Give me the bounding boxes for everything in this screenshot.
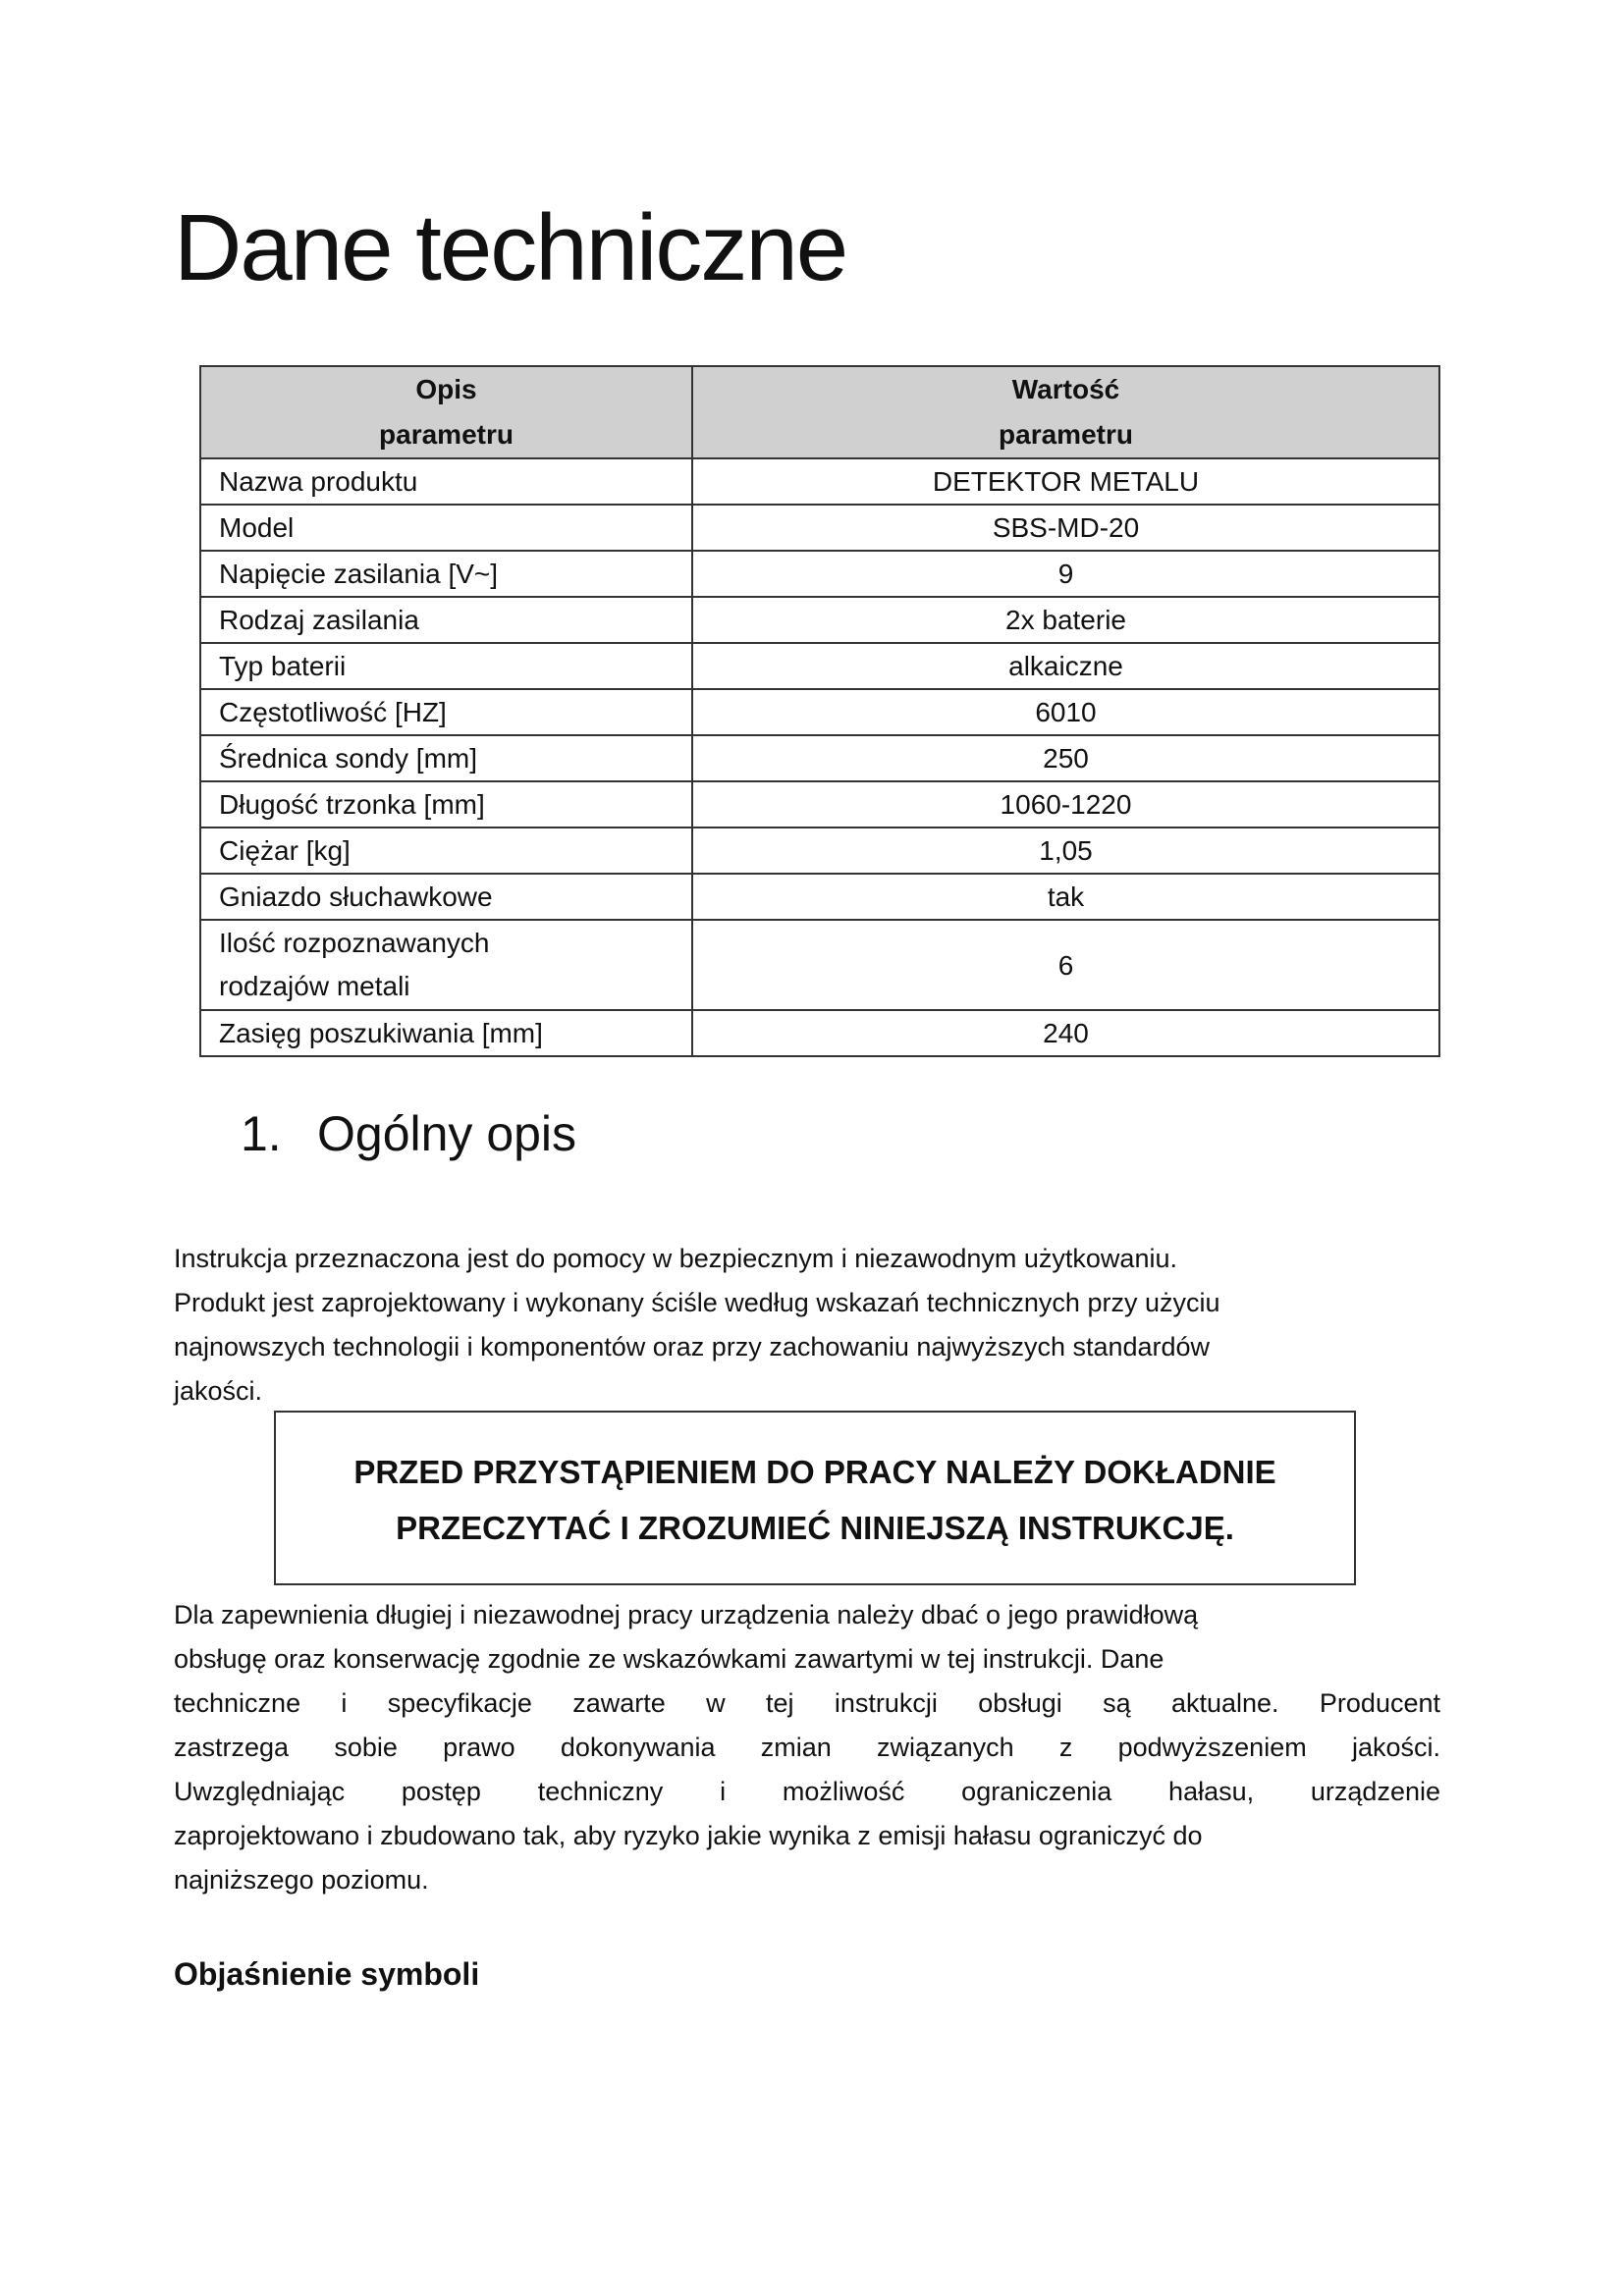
param-cell — [200, 920, 692, 1010]
text-line: techniczne i specyfikacje zawarte w tej instrukcji obsługi są aktualne. Producent — [174, 1688, 1440, 1718]
table-row — [200, 689, 1439, 735]
param-cell: Rodzaj zasilania — [200, 597, 692, 643]
value-cell: 9 — [692, 551, 1439, 597]
table-row — [200, 1010, 1439, 1056]
value-cell: 1,05 — [692, 828, 1439, 874]
table-row — [200, 551, 1439, 597]
value-cell: 1060-1220 — [692, 781, 1439, 828]
warning-box — [274, 1411, 1356, 1585]
header-text: parametru — [999, 419, 1133, 450]
param-cell: Napięcie zasilania [V~] — [200, 551, 692, 597]
param-line: rodzajów metali — [219, 971, 410, 1001]
text-line: Produkt jest zaprojektowany i wykonany ściśle według wskazań technicznych przy użyciu — [174, 1288, 1220, 1317]
page-title: Dane techniczne — [174, 195, 847, 300]
table-row — [200, 828, 1439, 874]
value-cell: 6 — [692, 920, 1439, 1010]
param-cell: Częstotliwość [HZ] — [200, 689, 692, 735]
param-cell: Model — [200, 505, 692, 551]
header-value — [692, 366, 1439, 458]
text-line: zastrzega sobie prawo dokonywania zmian związanych z podwyższeniem jakości. — [174, 1733, 1440, 1762]
text-line: Uwzględniając postęp techniczny i możliwość ograniczenia hałasu, urządzenie — [174, 1777, 1440, 1806]
symbols-heading: Objaśnienie symboli — [174, 1956, 480, 1992]
section-title: Ogólny opis — [317, 1106, 577, 1161]
value-cell: 6010 — [692, 689, 1439, 735]
param-cell: Ciężar [kg] — [200, 828, 692, 874]
warning-line: PRZED PRZYSTĄPIENIEM DO PRACY NALEŻY DOKŁADNIE — [353, 1454, 1276, 1490]
value-cell: 240 — [692, 1010, 1439, 1056]
table-row — [200, 643, 1439, 689]
value-cell: tak — [692, 874, 1439, 920]
warning-line: PRZECZYTAĆ I ZROZUMIEĆ NINIEJSZĄ INSTRUKCJĘ. — [396, 1510, 1234, 1546]
table-row — [200, 874, 1439, 920]
maintenance-paragraph — [174, 1593, 1440, 1902]
header-text: Wartość — [1011, 374, 1120, 404]
table-row — [200, 597, 1439, 643]
table-row — [200, 458, 1439, 505]
table-row — [200, 920, 1439, 1010]
param-cell: Typ baterii — [200, 643, 692, 689]
param-cell: Zasięg poszukiwania [mm] — [200, 1010, 692, 1056]
param-cell: Średnica sondy [mm] — [200, 735, 692, 781]
param-cell: Nazwa produktu — [200, 458, 692, 505]
param-cell: Gniazdo słuchawkowe — [200, 874, 692, 920]
header-text: parametru — [379, 419, 514, 450]
header-param — [200, 366, 692, 458]
header-text: Opis — [415, 374, 477, 404]
text-line: zaprojektowano i zbudowano tak, aby ryzyko jakie wynika z emisji hałasu ograniczyć do — [174, 1821, 1203, 1850]
text-line: Instrukcja przeznaczona jest do pomocy w bezpiecznym i niezawodnym użytkowaniu. — [174, 1244, 1177, 1273]
table-row — [200, 505, 1439, 551]
text-line: Dla zapewnienia długiej i niezawodnej pracy urządzenia należy dbać o jego prawidłową — [174, 1600, 1199, 1629]
value-cell: 2x baterie — [692, 597, 1439, 643]
table-row — [200, 781, 1439, 828]
param-cell: Długość trzonka [mm] — [200, 781, 692, 828]
value-cell: SBS-MD-20 — [692, 505, 1439, 551]
table-row — [200, 735, 1439, 781]
text-line: najniższego poziomu. — [174, 1865, 429, 1895]
intro-paragraph — [174, 1237, 1440, 1414]
value-cell: DETEKTOR METALU — [692, 458, 1439, 505]
table-header-row — [200, 366, 1439, 458]
value-cell: 250 — [692, 735, 1439, 781]
text-line: jakości. — [174, 1376, 263, 1406]
value-cell: alkaiczne — [692, 643, 1439, 689]
technical-data-table — [199, 365, 1440, 1057]
section-number: 1. — [241, 1106, 282, 1161]
section-heading — [241, 1106, 577, 1161]
text-line: najnowszych technologii i komponentów oraz przy zachowaniu najwyższych standardów — [174, 1332, 1211, 1362]
param-line: Ilość rozpoznawanych — [219, 928, 490, 958]
text-line: obsługę oraz konserwację zgodnie ze wskazówkami zawartymi w tej instrukcji. Dane — [174, 1644, 1164, 1674]
